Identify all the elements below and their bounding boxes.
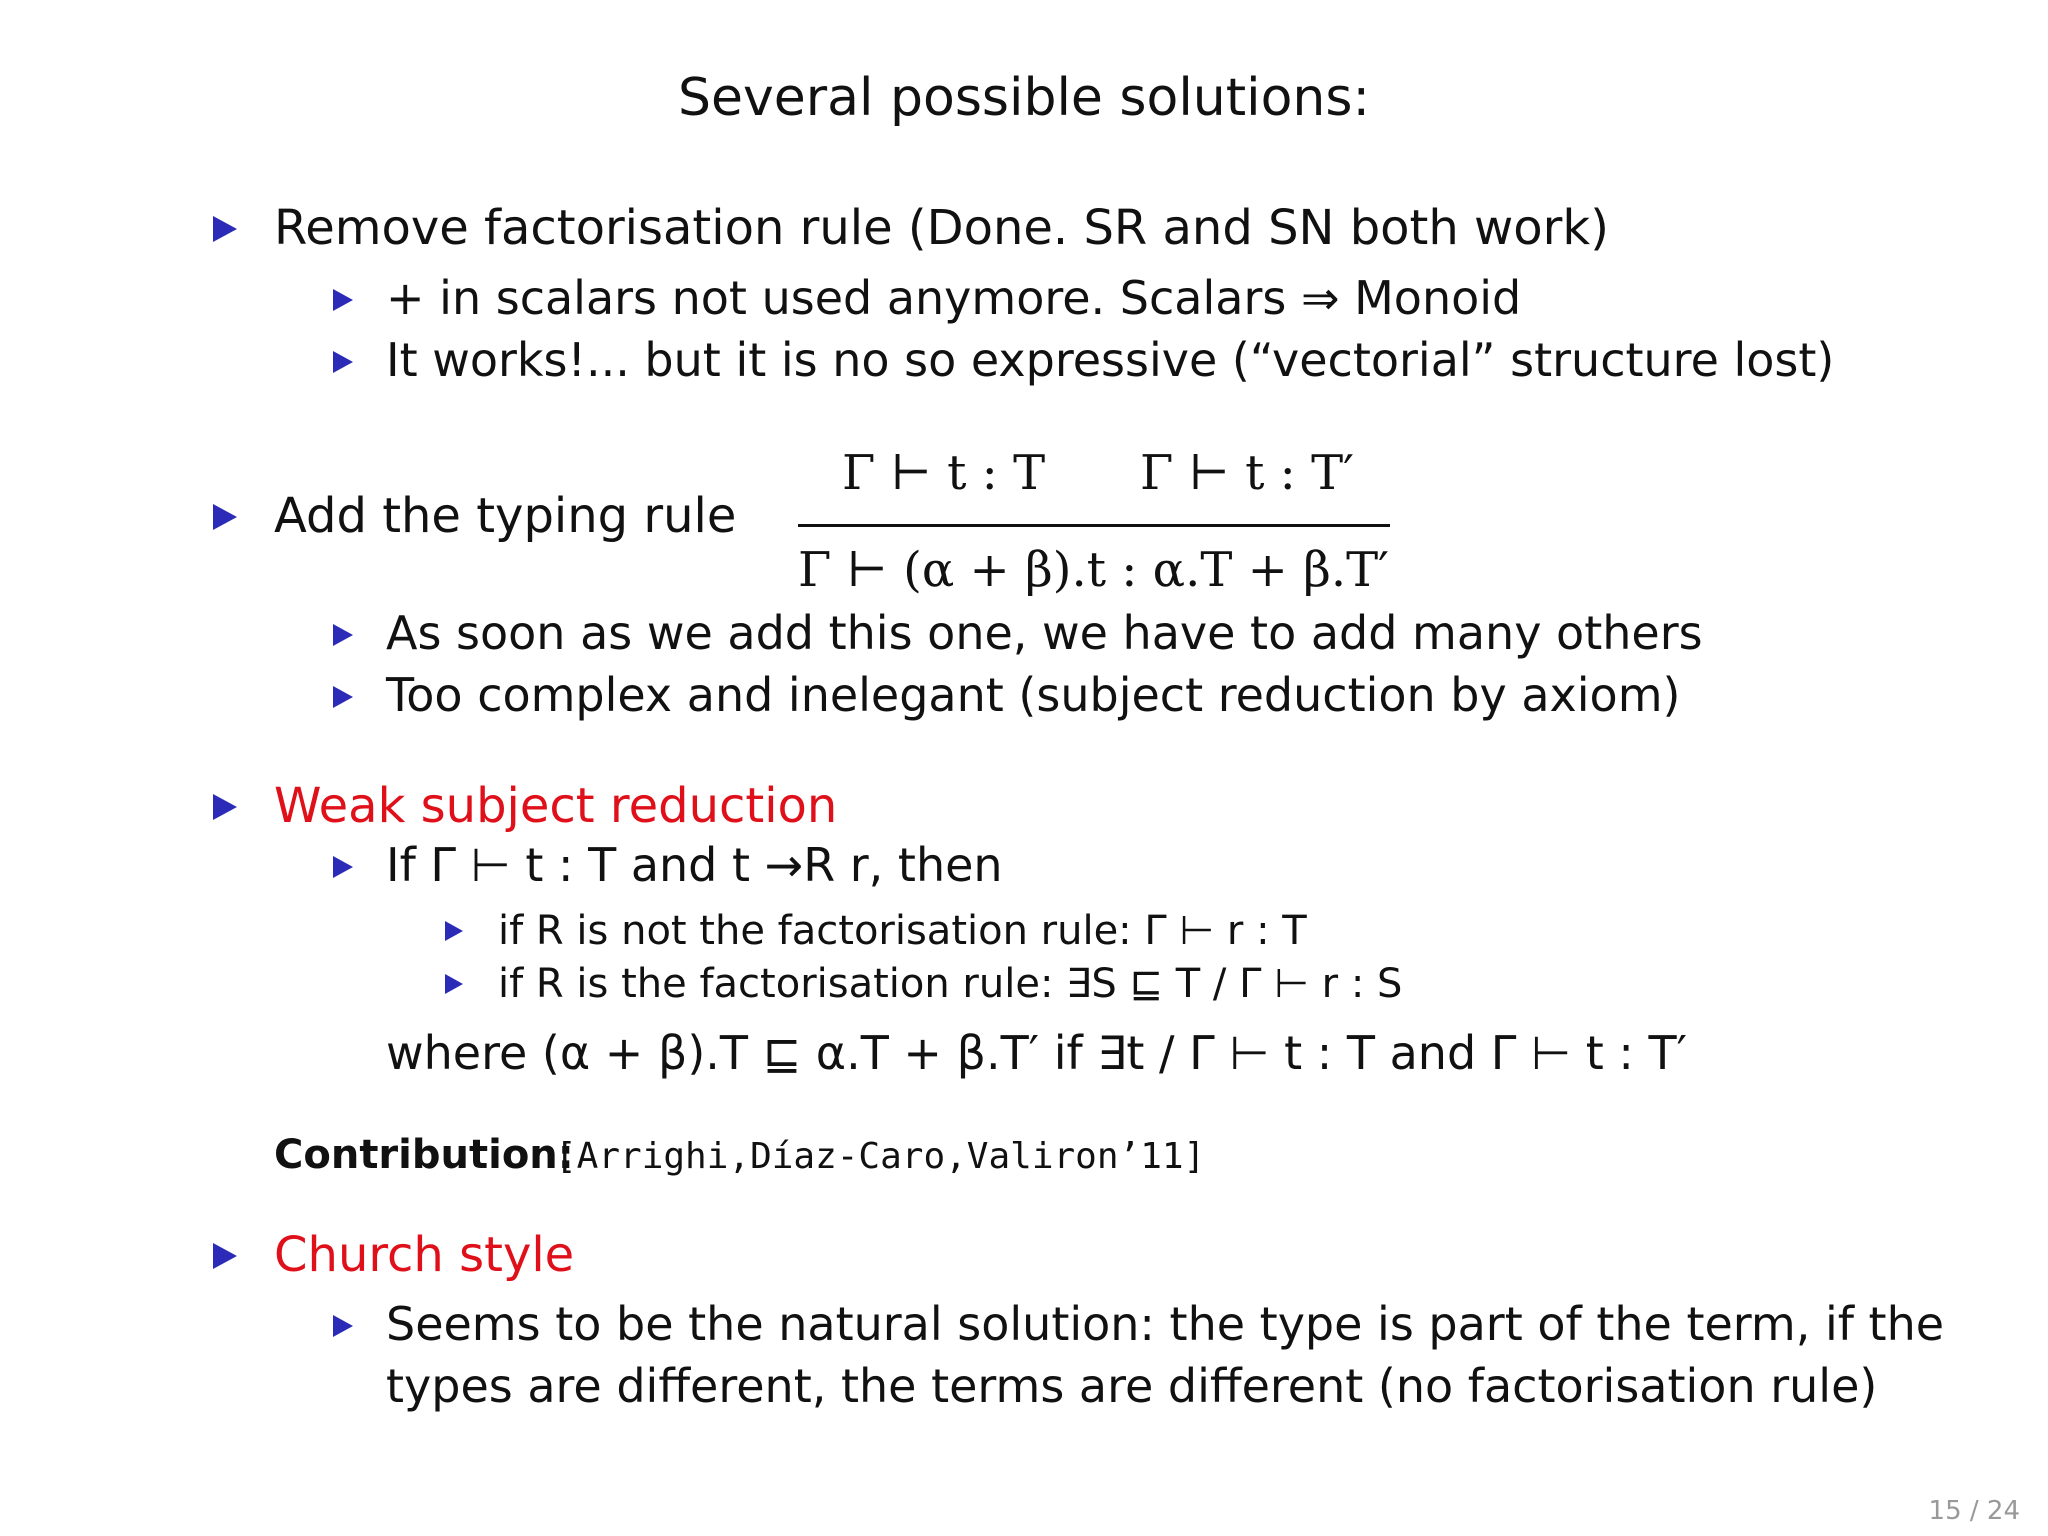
subitem-it-works: It works!... but it is no so expressive (“vectorial” structure lost) <box>386 333 1835 387</box>
where-clause: where (α + β).T ⊑ α.T + β.T′ if ∃t / Γ ⊢ t : T and Γ ⊢ t : T′ <box>386 1026 1688 1080</box>
bullet-icon <box>213 1243 237 1269</box>
bullet-icon <box>213 504 237 530</box>
subsubitem-is-factorisation: if R is the factorisation rule: ∃S ⊑ T / Γ ⊢ r : S <box>498 961 1403 1007</box>
bullet-icon <box>333 351 353 373</box>
bullet-icon <box>333 1315 353 1337</box>
item-add-typing-rule: Add the typing rule <box>274 488 737 544</box>
subitem-add-others: As soon as we add this one, we have to add many others <box>386 606 1703 660</box>
bullet-icon <box>333 289 353 311</box>
bullet-icon <box>333 686 353 708</box>
contribution-label: Contribution: <box>274 1132 574 1178</box>
page-number: 15 / 24 <box>1928 1496 2020 1526</box>
bullet-icon <box>445 974 463 994</box>
bullet-icon <box>213 216 237 242</box>
subitem-too-complex: Too complex and inelegant (subject reduction by axiom) <box>386 668 1681 722</box>
bullet-icon <box>445 921 463 941</box>
subitem-if-reduces: If Γ ⊢ t : T and t →R r, then <box>386 838 1003 892</box>
bullet-icon <box>333 624 353 646</box>
slide-title: Several possible solutions: <box>678 68 1370 128</box>
contribution-reference: [Arrighi,Díaz-Caro,Valiron’11] <box>555 1136 1206 1177</box>
rule-fraction-line <box>798 524 1390 527</box>
subitem-scalars: + in scalars not used anymore. Scalars ⇒ Monoid <box>386 271 1522 325</box>
bullet-icon <box>213 794 237 820</box>
subsubitem-not-factorisation: if R is not the factorisation rule: Γ ⊢ r : T <box>498 908 1307 954</box>
bullet-icon <box>333 856 353 878</box>
subitem-natural-line-1: Seems to be the natural solution: the type is part of the term, if the <box>386 1297 1945 1351</box>
rule-premise-right: Γ ⊢ t : T′ <box>1140 445 1354 501</box>
item-weak-subject-reduction: Weak subject reduction <box>274 778 838 834</box>
item-church-style: Church style <box>274 1227 575 1283</box>
item-remove-factorisation: Remove factorisation rule (Done. SR and SN both work) <box>274 200 1609 256</box>
subitem-natural-line-2: types are different, the terms are different (no factorisation rule) <box>386 1359 1878 1413</box>
rule-premise-left: Γ ⊢ t : T <box>842 445 1046 501</box>
rule-conclusion: Γ ⊢ (α + β).t : α.T + β.T′ <box>798 542 1390 598</box>
